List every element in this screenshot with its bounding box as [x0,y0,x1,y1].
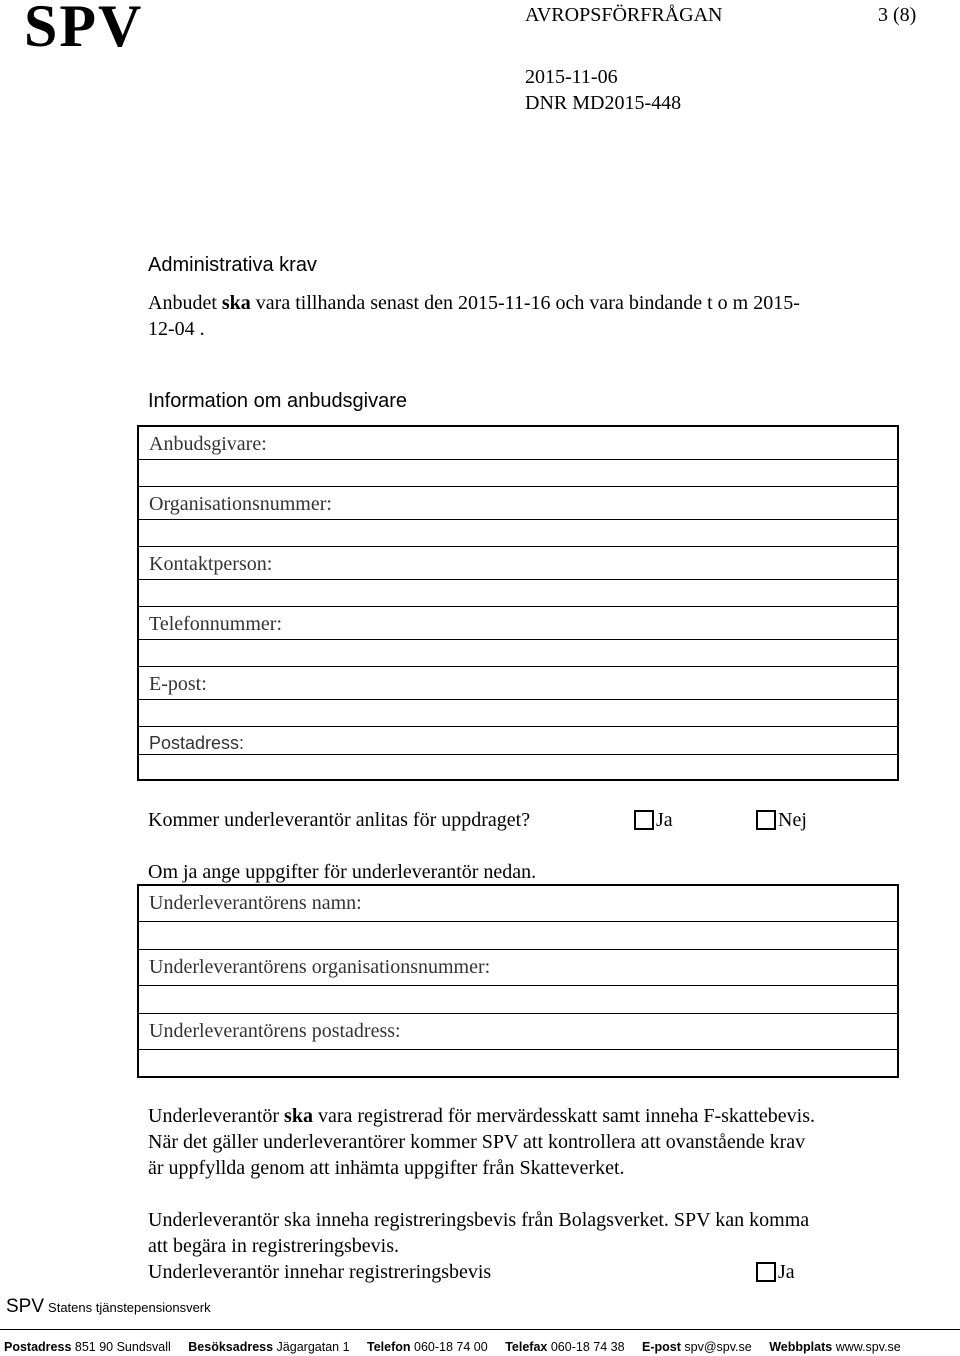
admin-text-pre: Anbudet [148,292,222,314]
registration-line1: Underleverantör ska inneha registreringsbevis från Bolagsverket. SPV kan komma [148,1209,810,1231]
sub-orgnr-input[interactable] [139,986,897,1014]
footer-besok [188,1340,349,1354]
anbudsgivare-input[interactable] [139,460,897,487]
footer-epost-label: E-post [642,1340,681,1354]
footer-contact [4,1340,901,1354]
document-dnr: DNR MD2015-448 [525,92,682,114]
registration-line3: Underleverantör innehar registreringsbevis [148,1261,492,1283]
document-date: 2015-11-06 [525,66,618,88]
field-label-postadress: Postadress: [139,727,897,755]
footer-epost [642,1340,752,1354]
footer-web [769,1340,901,1354]
vat-line3: är uppfyllda genom att inhämta uppgifter från Skatteverket. [148,1157,625,1179]
sub-postadress-input[interactable] [139,1050,897,1076]
footer-org-short: SPV [6,1296,45,1317]
admin-text-line2: 12-04 . [148,318,205,340]
footer-besok-value: Jägargatan 1 [276,1340,350,1354]
footer-divider [0,1329,960,1330]
admin-text-line1 [148,290,800,316]
vat-line1 [148,1103,815,1129]
vat-line2: När det gäller underleverantörer kommer SPV att kontrollera att ovanstående krav [148,1131,806,1153]
organisationsnummer-input[interactable] [139,520,897,547]
registration-yes-label: Ja [778,1261,795,1283]
subcontractor-question: Kommer underleverantör anlitas för uppdraget? [148,809,531,831]
field-label-sub-orgnr: Underleverantörens organisationsnummer: [139,950,897,986]
field-label-sub-postadress: Underleverantörens postadress: [139,1014,897,1050]
kontaktperson-input[interactable] [139,580,897,607]
vat-line1-bold: ska [284,1105,313,1127]
subcontractor-yes-label: Ja [656,809,673,831]
footer-postadress-label: Postadress [4,1340,72,1354]
field-label-epost: E-post: [139,667,897,700]
field-label-kontaktperson: Kontaktperson: [139,547,897,580]
admin-title: Administrativa krav [148,254,317,276]
footer-telefon-value: 060-18 74 00 [414,1340,488,1354]
vat-line1-post: vara registrerad för mervärdesskatt samt inneha F-skattebevis. [312,1105,815,1127]
subcontractor-no-checkbox[interactable] [756,810,776,830]
footer-epost-link[interactable]: spv@spv.se [684,1340,752,1354]
subcontractor-intro: Om ja ange uppgifter för underleverantör nedan. [148,861,537,883]
postadress-input[interactable] [139,755,897,779]
vat-line1-pre: Underleverantör [148,1105,285,1127]
epost-input[interactable] [139,700,897,727]
footer-web-link[interactable]: www.spv.se [835,1340,901,1354]
field-label-anbudsgivare: Anbudsgivare: [139,427,897,460]
document-type: AVROPSFÖRFRÅGAN [525,4,723,26]
spv-logo: SPV [24,0,144,59]
info-title: Information om anbudsgivare [148,390,408,412]
footer-telefax [505,1340,624,1354]
footer-organization [6,1296,211,1318]
registration-line2: att begära in registreringsbevis. [148,1235,400,1257]
footer-telefax-value: 060-18 74 38 [550,1340,625,1354]
footer-org-full: Statens tjänstepensionsverk [48,1300,211,1315]
field-label-sub-name: Underleverantörens namn: [139,886,897,922]
footer-telefon-label: Telefon [367,1340,411,1354]
subcontractor-no-label: Nej [778,809,807,831]
footer-web-label: Webbplats [769,1340,833,1354]
footer-telefon [367,1340,488,1354]
page-number: 3 (8) [878,4,917,26]
field-label-telefonnummer: Telefonnummer: [139,607,897,640]
field-label-organisationsnummer: Organisationsnummer: [139,487,897,520]
admin-text-post: vara tillhanda senast den 2015-11-16 och vara bindande t o m 2015- [250,292,800,314]
sub-name-input[interactable] [139,922,897,950]
footer-postadress [4,1340,171,1354]
subcontractor-yes-checkbox[interactable] [634,810,654,830]
registration-yes-checkbox[interactable] [756,1262,776,1282]
footer-besok-label: Besöksadress [188,1340,274,1354]
subcontractor-form [137,884,899,1078]
footer-postadress-value: 851 90 Sundsvall [74,1340,171,1354]
footer-telefax-label: Telefax [505,1340,548,1354]
telefonnummer-input[interactable] [139,640,897,667]
admin-text-bold: ska [221,292,251,314]
bidder-info-form [137,425,899,781]
